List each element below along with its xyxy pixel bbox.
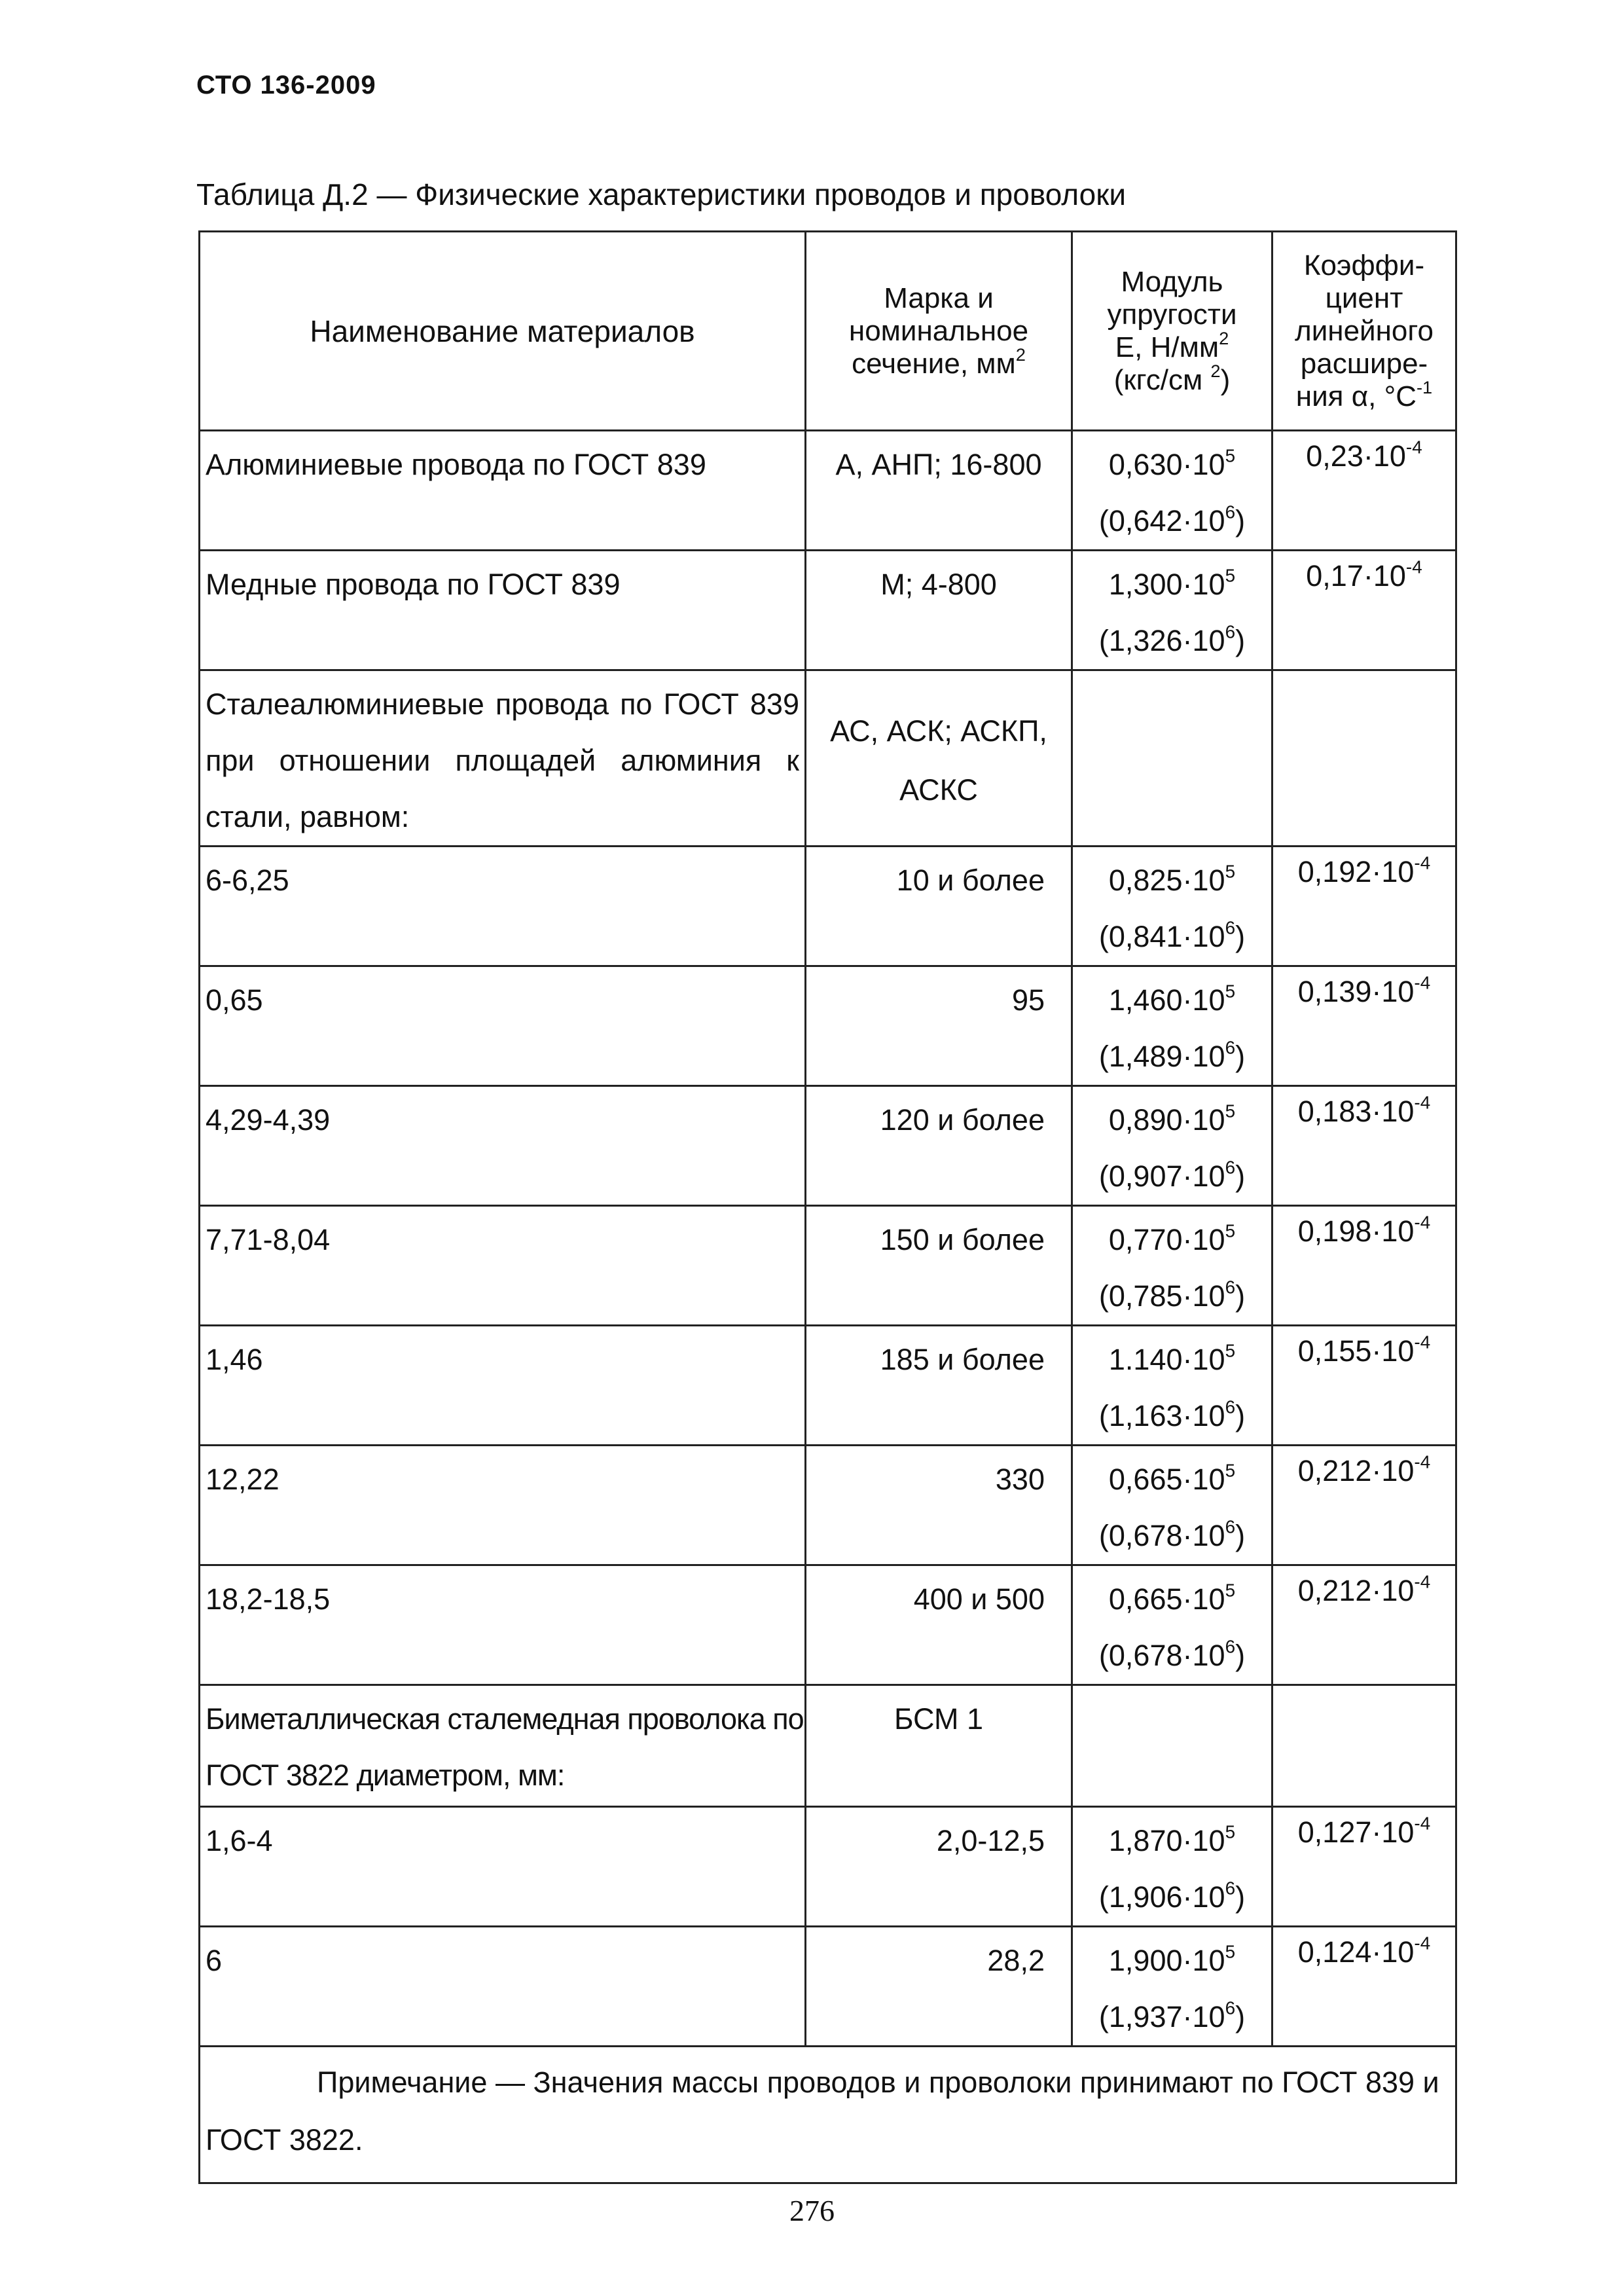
grade-cell: 150 и более xyxy=(806,1206,1072,1326)
coefficient-value: 0,124·10 xyxy=(1297,1935,1415,1969)
material-name-cell: 18,2-18,5 xyxy=(200,1565,806,1685)
modulus-kgf-value: $(0,678\cdot 10^6)$ xyxy=(1098,1516,1246,1552)
coefficient-exponent: -4 xyxy=(1414,852,1431,873)
modulus-si-value: $0,630\cdot 10^5$ xyxy=(1108,445,1236,481)
table-row xyxy=(200,847,1456,966)
coefficient-exponent: -4 xyxy=(1414,1332,1431,1353)
coefficient-value: 0,212·10 xyxy=(1297,1574,1415,1607)
modulus-si-value: $1,460\cdot 10^5$ xyxy=(1108,981,1236,1017)
coefficient-cell xyxy=(1272,1807,1456,1927)
table-row xyxy=(200,1326,1456,1446)
modulus-si-value: $1.140\cdot 10^5$ xyxy=(1108,1340,1236,1376)
material-name-cell: 0,65 xyxy=(200,966,806,1086)
coefficient-value: 0,198·10 xyxy=(1297,1214,1415,1248)
modulus-cell xyxy=(1072,847,1272,966)
column-header-grade: Марка и номинальное сечение, $мм^2$ xyxy=(806,232,1072,431)
material-name-cell: 4,29-4,39 xyxy=(200,1086,806,1206)
modulus-si-value: $0,665\cdot 10^5$ xyxy=(1108,1460,1236,1496)
table-row xyxy=(200,1927,1456,2047)
coefficient-cell xyxy=(1272,966,1456,1086)
coefficient-exponent: -4 xyxy=(1414,1092,1431,1113)
modulus-si-value: $0,825\cdot 10^5$ xyxy=(1108,861,1236,897)
modulus-si-value: $1,900\cdot 10^5$ xyxy=(1108,1941,1236,1977)
grade-cell: 185 и более xyxy=(806,1326,1072,1446)
table-row xyxy=(200,1086,1456,1206)
modulus-cell xyxy=(1072,431,1272,551)
coefficient-value: 0,155·10 xyxy=(1297,1334,1415,1368)
grade-cell: М; 4-800 xyxy=(806,551,1072,670)
modulus-kgf-value: $(1,489\cdot 10^6)$ xyxy=(1098,1037,1246,1073)
coefficient-cell xyxy=(1272,847,1456,966)
modulus-cell xyxy=(1072,1206,1272,1326)
column-header-coefficient: Коэффи- циент линейного расшире- ния α, $^\circ С^{-1}$ xyxy=(1272,232,1456,431)
coefficient-value: 0,17·10 xyxy=(1306,559,1406,592)
modulus-kgf-value: $(0,785\cdot 10^6)$ xyxy=(1098,1277,1246,1313)
coefficient-value: 0,139·10 xyxy=(1297,975,1415,1008)
modulus-cell xyxy=(1072,1927,1272,2047)
table-caption: Таблица Д.2 — Физические характеристики проводов и проволоки xyxy=(196,177,1127,211)
modulus-cell xyxy=(1072,1446,1272,1565)
grade-cell: 95 xyxy=(806,966,1072,1086)
coefficient-cell xyxy=(1272,1446,1456,1565)
table-row xyxy=(200,1565,1456,1685)
modulus-kgf-value: $(0,678\cdot 10^6)$ xyxy=(1098,1636,1246,1672)
coefficient-value: 0,212·10 xyxy=(1297,1454,1415,1487)
material-name-cell: 1,6-4 xyxy=(200,1807,806,1927)
coefficient-exponent: -4 xyxy=(1414,972,1431,993)
modulus-si-value: $1,300\cdot 10^5$ xyxy=(1108,565,1236,601)
modulus-cell xyxy=(1072,1326,1272,1446)
modulus-cell xyxy=(1072,670,1272,847)
coefficient-value: 0,127·10 xyxy=(1297,1815,1415,1849)
coefficient-cell xyxy=(1272,670,1456,847)
coefficient-exponent: -4 xyxy=(1405,437,1422,458)
material-name-cell: 1,46 xyxy=(200,1326,806,1446)
modulus-si-value: $0,665\cdot 10^5$ xyxy=(1108,1580,1236,1616)
coefficient-exponent: -4 xyxy=(1414,1571,1431,1592)
document-code: СТО 136-2009 xyxy=(196,71,376,100)
modulus-cell xyxy=(1072,1807,1272,1927)
coefficient-cell xyxy=(1272,1927,1456,2047)
modulus-kgf-value: $(0,841\cdot 10^6)$ xyxy=(1098,917,1246,953)
coefficient-cell xyxy=(1272,1565,1456,1685)
coefficient-value: 0,23·10 xyxy=(1306,439,1406,473)
coefficient-exponent: -4 xyxy=(1414,1212,1431,1233)
coefficient-exponent: -4 xyxy=(1414,1933,1431,1954)
modulus-si-value: $0,770\cdot 10^5$ xyxy=(1108,1220,1236,1256)
table-row xyxy=(200,1685,1456,1807)
material-name-cell: 6-6,25 xyxy=(200,847,806,966)
material-name-cell: Биметаллическая сталемедная проволока по ГОСТ 3822 диаметром, мм: xyxy=(200,1685,806,1807)
coefficient-value: 0,192·10 xyxy=(1297,855,1415,888)
coefficient-exponent: -4 xyxy=(1414,1813,1431,1834)
modulus-si-value: $1,870\cdot 10^5$ xyxy=(1108,1821,1236,1857)
table-note: Примечание — Значения массы проводов и проволоки принимают по ГОСТ 839 и ГОСТ 3822. xyxy=(200,2047,1456,2183)
grade-cell: АС, АСК; АСКП, АСКС xyxy=(806,670,1072,847)
grade-cell: 120 и более xyxy=(806,1086,1072,1206)
material-name-cell: 6 xyxy=(200,1927,806,2047)
grade-cell: А, АНП; 16-800 xyxy=(806,431,1072,551)
material-name-cell: Алюминиевые провода по ГОСТ 839 xyxy=(200,431,806,551)
material-name-cell: 7,71-8,04 xyxy=(200,1206,806,1326)
page-number: 276 xyxy=(789,2194,835,2227)
modulus-cell xyxy=(1072,1086,1272,1206)
modulus-cell xyxy=(1072,551,1272,670)
table-row xyxy=(200,1206,1456,1326)
coefficient-cell xyxy=(1272,431,1456,551)
coefficient-exponent: -4 xyxy=(1414,1451,1431,1472)
material-name-cell: 12,22 xyxy=(200,1446,806,1565)
modulus-cell xyxy=(1072,966,1272,1086)
coefficient-cell xyxy=(1272,1086,1456,1206)
modulus-kgf-value: $(1,326\cdot 10^6)$ xyxy=(1098,621,1246,657)
modulus-kgf-value: $(1,937\cdot 10^6)$ xyxy=(1098,1997,1246,2033)
grade-cell: 330 xyxy=(806,1446,1072,1565)
material-name-cell: Медные провода по ГОСТ 839 xyxy=(200,551,806,670)
modulus-kgf-value: $(0,907\cdot 10^6)$ xyxy=(1098,1157,1246,1193)
column-header-name: Наименование материалов xyxy=(200,232,806,431)
coefficient-value: 0,183·10 xyxy=(1297,1095,1415,1128)
table-note-row xyxy=(200,2047,1456,2183)
grade-cell: 10 и более xyxy=(806,847,1072,966)
coefficient-cell xyxy=(1272,1206,1456,1326)
table-row xyxy=(200,1446,1456,1565)
modulus-kgf-value: $(1,163\cdot 10^6)$ xyxy=(1098,1396,1246,1432)
modulus-kgf-value: $(1,906\cdot 10^6)$ xyxy=(1098,1878,1246,1914)
coefficient-exponent: -4 xyxy=(1405,556,1422,577)
coefficient-cell xyxy=(1272,551,1456,670)
modulus-si-value: $0,890\cdot 10^5$ xyxy=(1108,1101,1236,1137)
table-row xyxy=(200,431,1456,551)
modulus-cell xyxy=(1072,1685,1272,1807)
grade-cell: БСМ 1 xyxy=(806,1685,1072,1807)
coefficient-cell xyxy=(1272,1326,1456,1446)
table-row xyxy=(200,670,1456,847)
grade-cell: 28,2 xyxy=(806,1927,1072,2047)
modulus-kgf-value: $(0,642\cdot 10^6)$ xyxy=(1098,501,1246,538)
table-row xyxy=(200,966,1456,1086)
modulus-cell xyxy=(1072,1565,1272,1685)
table-row xyxy=(200,551,1456,670)
grade-cell: 400 и 500 xyxy=(806,1565,1072,1685)
material-name-cell: Сталеалюминиевые провода по ГОСТ 839 при отношении площадей алюминия к стали, равном: xyxy=(200,670,806,847)
table-row xyxy=(200,1807,1456,1927)
table-header-row xyxy=(200,232,1456,431)
column-header-modulus: Модуль упругости Е, $Н/мм^2$ (кгс/см $^2$) xyxy=(1072,232,1272,431)
characteristics-table xyxy=(198,230,1457,2184)
grade-cell: 2,0-12,5 xyxy=(806,1807,1072,1927)
coefficient-cell xyxy=(1272,1685,1456,1807)
